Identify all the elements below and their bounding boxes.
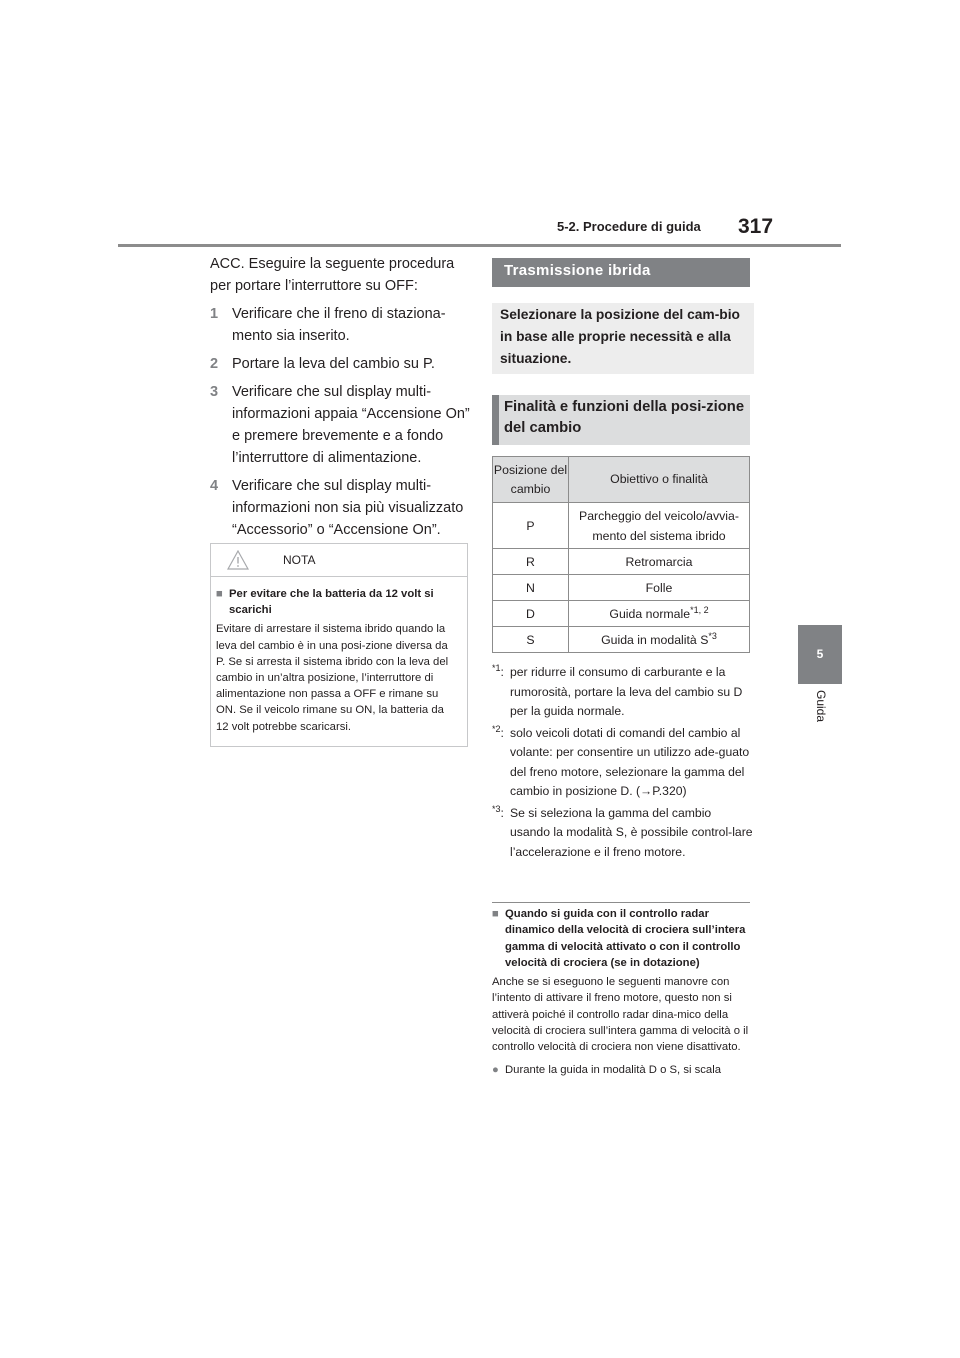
procedure-step bbox=[210, 353, 472, 375]
table-row bbox=[493, 549, 750, 575]
table-row bbox=[493, 627, 750, 653]
subsection-heading: Finalità e funzioni della posi-zione del cambio bbox=[492, 395, 750, 445]
table-header-row bbox=[493, 457, 750, 503]
cell-purpose: Folle bbox=[569, 575, 750, 601]
step-number: 3 bbox=[210, 384, 219, 400]
cell-position: S bbox=[493, 627, 569, 653]
footnote-text: solo veicoli dotati di comandi del cambio al volante: per consentire un utilizzo ade-guato del freno motore, selezionare la gamma del cambio in posizione D. (→P.320) bbox=[510, 725, 750, 798]
note-text: Evitare di arrestare il sistema ibrido quando la leva del cambio è in una posi-zione diversa da P. Se si arresta il sistema ibrido con la leva del cambio in un’altra posizione, l’interruttore di alimentazione non passa a OFF e rimane su ON. Se il veicolo rimane su ON, la batteria da 12 volt potrebbe scaricarsi. bbox=[216, 623, 449, 733]
square-bullet-icon: ■ bbox=[216, 588, 223, 600]
note-title: NOTA bbox=[283, 553, 316, 567]
info-text: Anche se si eseguono le seguenti manovre con l’intento di attivare il freno motore, questo non si attiverà poiché il controllo radar dina-mico della velocità di crociera sull’intera gamma di velocità o il controllo velocità di crociera non viene disattivato. bbox=[492, 976, 749, 1054]
column-header-position: Posizione del cambio bbox=[493, 457, 569, 503]
cell-purpose: Retromarcia bbox=[569, 549, 750, 575]
shift-position-table bbox=[492, 456, 750, 653]
table-row bbox=[493, 503, 750, 549]
header-divider bbox=[118, 244, 841, 247]
chapter-tab[interactable]: 5 bbox=[798, 625, 842, 684]
cell-position: N bbox=[493, 575, 569, 601]
circle-bullet-icon: ● bbox=[492, 1063, 499, 1076]
step-text: Verificare che sul display multi-informazioni appaia “Accensione On” e premere brevemente e a fondo l’interruttore di alimentazione. bbox=[232, 384, 470, 466]
procedure-step bbox=[210, 303, 472, 347]
step-number: 2 bbox=[210, 356, 219, 372]
info-heading bbox=[492, 906, 750, 971]
note-heading bbox=[216, 586, 459, 618]
footnote-marker: $^{*2}$: bbox=[492, 723, 504, 740]
step-text: Verificare che il freno di staziona-mento sia inserito. bbox=[232, 306, 446, 344]
footnote bbox=[492, 804, 754, 863]
step-text: Portare la leva del cambio su P. bbox=[232, 356, 435, 372]
chapter-label bbox=[795, 690, 845, 750]
table-row bbox=[493, 601, 750, 627]
step-number: 4 bbox=[210, 478, 219, 494]
cell-purpose bbox=[569, 627, 750, 653]
procedure-column bbox=[210, 253, 472, 541]
footnote-marker: $^{*1}$: bbox=[492, 663, 504, 679]
cell-position: R bbox=[493, 549, 569, 575]
footnote-marker: $^{*3}$: bbox=[492, 803, 504, 820]
procedure-intro: ACC. Eseguire la seguente procedura per portare l’interruttore su OFF: bbox=[210, 256, 455, 294]
step-text: Verificare che sul display multi-informazioni non sia più visualizzato “Accessorio” o “Accensione On”. bbox=[232, 478, 464, 538]
info-divider bbox=[492, 902, 750, 903]
column-header-purpose: Obiettivo o finalità bbox=[569, 457, 750, 503]
footnote-ref: *1, 2 bbox=[690, 604, 709, 615]
section-intro: Selezionare la posizione del cam-bio in base alle proprie necessità e alla situazione. bbox=[492, 303, 754, 374]
cell-purpose: Parcheggio del veicolo/avvia-mento del sistema ibrido bbox=[569, 503, 750, 549]
footnote-ref: *3 bbox=[708, 630, 717, 641]
footnote bbox=[492, 724, 754, 802]
table-row bbox=[493, 575, 750, 601]
footnotes bbox=[492, 663, 754, 864]
cell-position: D bbox=[493, 601, 569, 627]
list-item-text: Durante la guida in modalità D o S, si scala bbox=[505, 1063, 722, 1076]
warning-triangle-icon bbox=[227, 550, 249, 570]
cell-purpose bbox=[569, 601, 750, 627]
note-body bbox=[211, 577, 467, 735]
footnote-marker-text: *2 bbox=[492, 723, 501, 734]
footnote bbox=[492, 663, 754, 722]
procedure-step bbox=[210, 381, 472, 469]
info-heading-text: Quando si guida con il controllo radar dinamico della velocità di crociera sull’intera gamma di velocità attivato o con il controllo velocità di crociera (se in dotazione) bbox=[505, 908, 746, 969]
list-item bbox=[492, 1062, 750, 1078]
info-block bbox=[492, 906, 750, 1078]
footnote-marker-text: *1 bbox=[492, 663, 501, 673]
step-number: 1 bbox=[210, 306, 219, 322]
chapter-label-text: Guida bbox=[814, 690, 828, 723]
cell-purpose-text: Guida in modalità S bbox=[601, 632, 709, 647]
note-heading-text: Per evitare che la batteria da 12 volt si scarichi bbox=[229, 588, 434, 617]
footnote-marker-text: *3 bbox=[492, 803, 501, 814]
section-heading: Trasmissione ibrida bbox=[492, 258, 750, 287]
cell-purpose-text: Guida normale bbox=[609, 606, 691, 621]
page-number: 317 bbox=[738, 215, 774, 238]
footnote-text: per ridurre il consumo di carburante e la rumorosità, portare la leva del cambio su D per la guida normale. bbox=[510, 665, 743, 718]
section-title: 5-2. Procedure di guida bbox=[557, 219, 701, 234]
note-box bbox=[210, 543, 468, 747]
square-bullet-icon: ■ bbox=[492, 908, 499, 920]
cell-position: P bbox=[493, 503, 569, 549]
note-header bbox=[211, 544, 467, 577]
footnote-text: Se si seleziona la gamma del cambio usando la modalità S, è possibile control-lare l’accelerazione e il freno motore. bbox=[510, 805, 753, 859]
procedure-step bbox=[210, 475, 472, 541]
